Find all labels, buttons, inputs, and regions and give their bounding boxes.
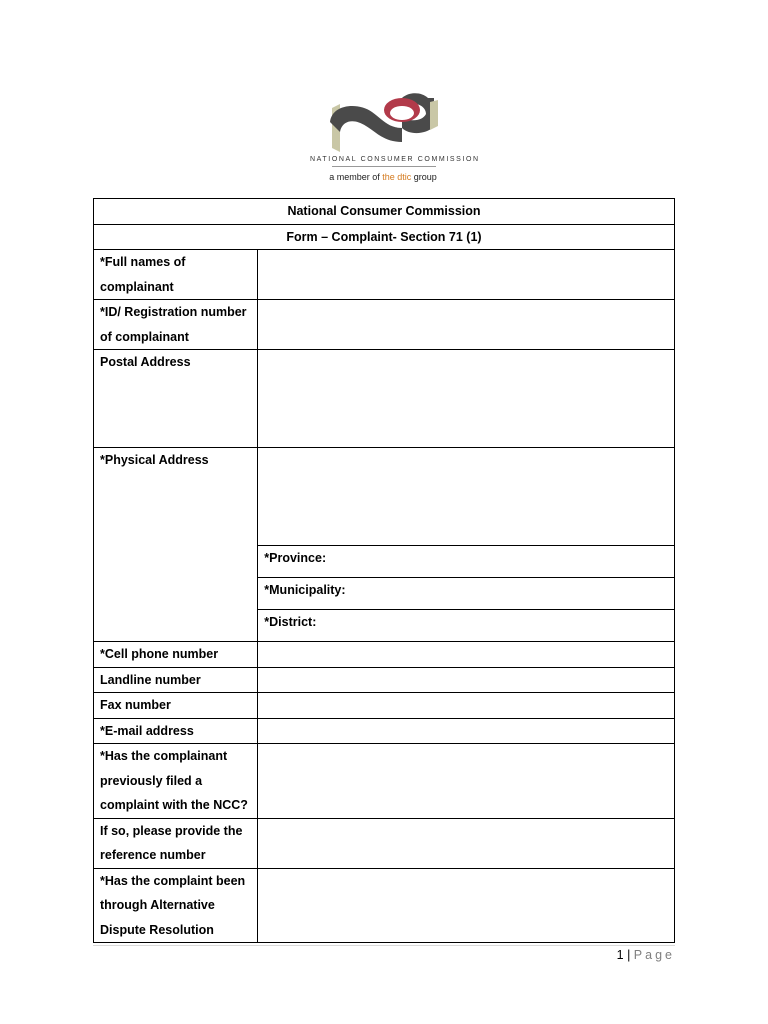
previously-filed-field[interactable]	[258, 744, 675, 819]
table-row	[94, 642, 675, 668]
table-row	[94, 199, 675, 225]
adr-field[interactable]	[258, 868, 675, 943]
email-field[interactable]	[258, 718, 675, 744]
table-row	[94, 224, 675, 250]
form-subtitle: Form – Complaint- Section 71 (1)	[94, 224, 675, 250]
district-field[interactable]: *District:	[258, 610, 675, 642]
table-row	[94, 300, 675, 350]
page-separator: |	[627, 948, 631, 962]
reference-number-label: If so, please provide the reference number	[94, 818, 258, 868]
fax-label: Fax number	[94, 693, 258, 719]
page-number: 1	[616, 948, 624, 962]
table-row	[94, 667, 675, 693]
email-label: *E-mail address	[94, 718, 258, 744]
postal-address-field[interactable]	[258, 350, 675, 448]
table-row	[94, 744, 675, 819]
reference-number-field[interactable]	[258, 818, 675, 868]
id-number-field[interactable]	[258, 300, 675, 350]
logo-tagline-accent: the dtic	[382, 172, 412, 182]
cell-phone-label: *Cell phone number	[94, 642, 258, 668]
ncc-logo	[310, 86, 480, 186]
complaint-form-table	[93, 198, 675, 943]
landline-label: Landline number	[94, 667, 258, 693]
full-names-field[interactable]	[258, 250, 675, 300]
table-row	[94, 250, 675, 300]
table-row	[94, 693, 675, 719]
municipality-field[interactable]: *Municipality:	[258, 578, 675, 610]
landline-field[interactable]	[258, 667, 675, 693]
logo-tagline	[310, 172, 456, 182]
province-field[interactable]: *Province:	[258, 546, 675, 578]
full-names-label: *Full names of complainant	[94, 250, 258, 300]
logo-divider	[332, 166, 436, 167]
physical-address-field[interactable]	[258, 448, 675, 546]
physical-address-label: *Physical Address	[94, 448, 258, 642]
id-number-label: *ID/ Registration number of complainant	[94, 300, 258, 350]
postal-address-label: Postal Address	[94, 350, 258, 448]
logo-tagline-prefix: a member of	[329, 172, 380, 182]
table-row	[94, 350, 675, 448]
ncc-logo-mark-icon	[310, 86, 456, 156]
table-row	[94, 818, 675, 868]
logo-organisation-name: NATIONAL CONSUMER COMMISSION	[310, 156, 480, 163]
previously-filed-label: *Has the complainant previously filed a complaint with the NCC?	[94, 744, 258, 819]
table-row	[94, 718, 675, 744]
page-footer	[617, 948, 675, 962]
form-title: National Consumer Commission	[94, 199, 675, 225]
table-row	[94, 448, 675, 546]
logo-tagline-suffix: group	[413, 172, 437, 182]
footer-divider	[93, 945, 675, 946]
adr-label: *Has the complaint been through Alternative Dispute Resolution	[94, 868, 258, 943]
cell-phone-field[interactable]	[258, 642, 675, 668]
fax-field[interactable]	[258, 693, 675, 719]
table-row	[94, 868, 675, 943]
page-label: Page	[633, 948, 675, 962]
